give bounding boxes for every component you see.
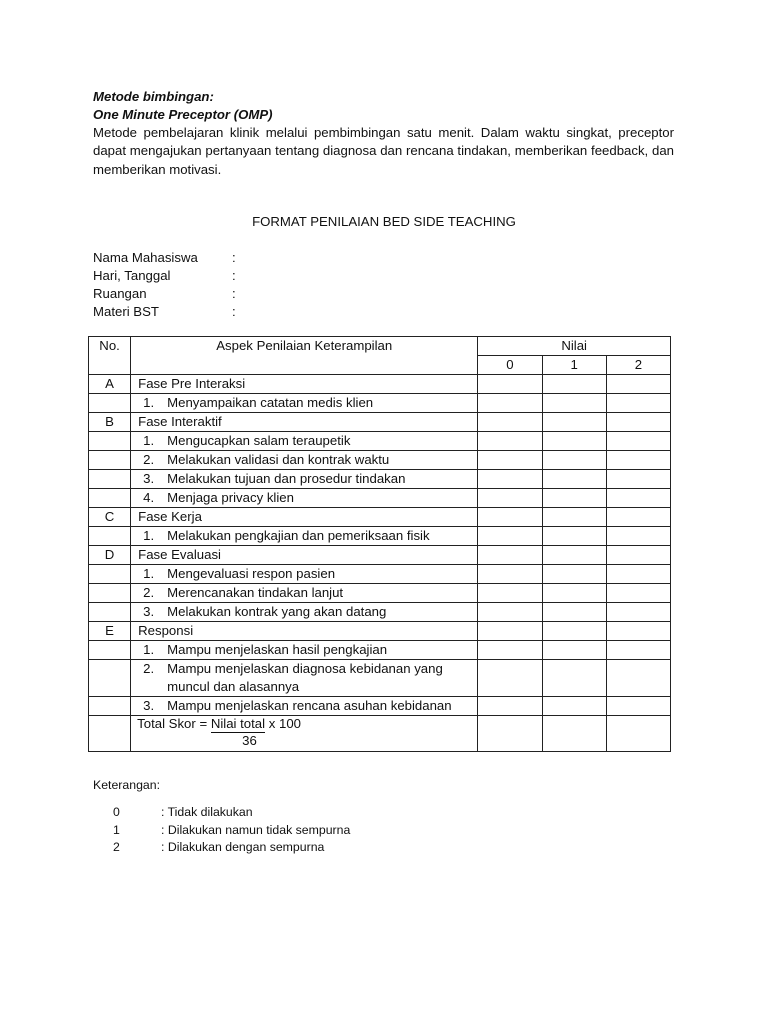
item-no-cell: [89, 565, 131, 584]
score-cell[interactable]: [606, 603, 670, 622]
section-row: [89, 546, 671, 565]
total-no-cell: [89, 716, 131, 752]
header-aspek: Aspek Penilaian Keterampilan: [131, 337, 478, 375]
item-text: Mampu menjelaskan rencana asuhan kebidanan: [167, 698, 452, 713]
identity-row: [93, 303, 236, 321]
legend-text: : Dilakukan dengan sempurna: [161, 840, 325, 855]
section-code: C: [89, 508, 131, 527]
item-row: [89, 451, 671, 470]
section-row: [89, 375, 671, 394]
section-title: Fase Evaluasi: [131, 546, 478, 565]
identity-label: Hari, Tanggal: [93, 267, 171, 283]
score-cell[interactable]: [542, 546, 606, 565]
total-multiplier: x 100: [265, 716, 301, 731]
item-no-cell: [89, 603, 131, 622]
score-cell[interactable]: [478, 603, 542, 622]
score-cell[interactable]: [542, 527, 606, 546]
score-cell[interactable]: [542, 451, 606, 470]
score-cell[interactable]: [606, 470, 670, 489]
score-cell[interactable]: [478, 697, 542, 716]
item-number: 3.: [143, 471, 155, 486]
item-number: 2.: [143, 661, 155, 676]
score-cell[interactable]: [478, 641, 542, 660]
score-cell[interactable]: [478, 622, 542, 641]
method-description: Metode pembelajaran klinik melalui pembimbingan satu menit. Dalam waktu singkat, preceptor dapat mengajukan pertanyaan tentang diagnosa dan rencana tindakan, memberikan feedback, dan memberikan motivasi.: [93, 125, 674, 177]
section-row: [89, 508, 671, 527]
total-formula-line: [137, 716, 477, 733]
item-text: Merencanakan tindakan lanjut: [167, 585, 344, 600]
item-text: Mengevaluasi respon pasien: [167, 566, 336, 581]
item-number: 1.: [143, 642, 155, 657]
assessment-table: [88, 336, 671, 752]
score-cell[interactable]: [606, 394, 670, 413]
score-cell[interactable]: [606, 660, 670, 697]
identity-label: Nama Mahasiswa: [93, 250, 198, 265]
score-cell[interactable]: [542, 697, 606, 716]
item-no-cell: [89, 584, 131, 603]
score-cell[interactable]: [606, 451, 670, 470]
item-row: [89, 565, 671, 584]
total-label: Total Skor =: [137, 716, 211, 731]
item-text: Melakukan kontrak yang akan datang: [167, 604, 387, 619]
item-cell: [131, 660, 478, 697]
item-number: 1.: [143, 433, 155, 448]
item-cell: [131, 394, 478, 413]
score-cell[interactable]: [542, 413, 606, 432]
section-code: D: [89, 546, 131, 565]
item-row: [89, 394, 671, 413]
legend-list: [113, 804, 350, 857]
score-cell[interactable]: [542, 489, 606, 508]
item-text: Menyampaikan catatan medis klien: [167, 395, 374, 410]
item-cell: [131, 641, 478, 660]
total-row: [89, 716, 671, 752]
score-cell[interactable]: [478, 527, 542, 546]
item-row: [89, 432, 671, 451]
score-cell[interactable]: [542, 641, 606, 660]
item-cell: [131, 451, 478, 470]
item-text: Menjaga privacy klien: [167, 490, 294, 505]
item-cell: [131, 489, 478, 508]
score-cell[interactable]: [606, 622, 670, 641]
item-cell: [131, 603, 478, 622]
identity-row: [93, 267, 236, 285]
identity-row: [93, 249, 236, 267]
score-cell[interactable]: [542, 432, 606, 451]
item-row: [89, 603, 671, 622]
score-cell[interactable]: [606, 565, 670, 584]
score-cell[interactable]: [606, 432, 670, 451]
item-number: 2.: [143, 585, 155, 600]
score-header-1: 1: [542, 356, 606, 375]
legend-code: 2: [113, 840, 120, 855]
score-cell[interactable]: [478, 451, 542, 470]
score-cell[interactable]: [478, 660, 542, 697]
item-no-cell: [89, 451, 131, 470]
score-cell[interactable]: [542, 584, 606, 603]
item-number: 1.: [143, 528, 155, 543]
section-row: [89, 413, 671, 432]
section-row: [89, 622, 671, 641]
legend-code: 0: [113, 805, 120, 819]
identity-colon: :: [232, 285, 236, 301]
item-cell: [131, 432, 478, 451]
legend-item: [113, 822, 350, 840]
score-cell[interactable]: [478, 489, 542, 508]
legend-title: Keterangan:: [93, 778, 161, 792]
item-cell: [131, 470, 478, 489]
identity-colon: :: [232, 303, 236, 319]
total-denominator: 36: [242, 733, 257, 748]
identity-colon: :: [232, 250, 236, 265]
legend-text: : Dilakukan namun tidak sempurna: [161, 822, 351, 837]
score-cell[interactable]: [606, 508, 670, 527]
score-cell[interactable]: [478, 470, 542, 489]
item-number: 2.: [143, 452, 155, 467]
item-no-cell: [89, 432, 131, 451]
item-cell: [131, 527, 478, 546]
section-code: E: [89, 622, 131, 641]
score-cell[interactable]: [606, 697, 670, 716]
item-text: Melakukan validasi dan kontrak waktu: [167, 452, 390, 467]
score-cell[interactable]: [606, 489, 670, 508]
item-cell: [131, 565, 478, 584]
identity-label: Ruangan: [93, 285, 147, 301]
item-number: 1.: [143, 395, 155, 410]
item-row: [89, 660, 671, 697]
item-row: [89, 584, 671, 603]
item-no-cell: [89, 489, 131, 508]
legend-item: [113, 804, 350, 822]
item-text: Melakukan pengkajian dan pemeriksaan fisik: [167, 528, 430, 543]
item-row: [89, 470, 671, 489]
score-cell[interactable]: [478, 394, 542, 413]
score-cell[interactable]: [542, 508, 606, 527]
section-title: Fase Pre Interaksi: [131, 375, 478, 394]
score-cell[interactable]: [606, 546, 670, 565]
score-cell[interactable]: [606, 641, 670, 660]
legend-text: : Tidak dilakukan: [161, 805, 253, 819]
score-cell[interactable]: [606, 584, 670, 603]
score-cell[interactable]: [542, 565, 606, 584]
score-cell[interactable]: [478, 565, 542, 584]
section-code: A: [89, 375, 131, 394]
item-number: 3.: [143, 698, 155, 713]
identity-label: Materi BST: [93, 303, 159, 319]
score-cell[interactable]: [606, 716, 670, 752]
item-text: Melakukan tujuan dan prosedur tindakan: [167, 471, 406, 486]
item-number: 4.: [143, 490, 155, 505]
item-text: Mampu menjelaskan hasil pengkajian: [167, 642, 388, 657]
score-cell[interactable]: [606, 413, 670, 432]
score-cell[interactable]: [478, 508, 542, 527]
score-cell[interactable]: [606, 527, 670, 546]
item-no-cell: [89, 470, 131, 489]
score-cell[interactable]: [478, 375, 542, 394]
item-cell: [131, 697, 478, 716]
score-cell[interactable]: [542, 603, 606, 622]
item-row: [89, 527, 671, 546]
legend-code: 1: [113, 822, 120, 837]
item-row: [89, 489, 671, 508]
section-title: Responsi: [131, 622, 478, 641]
total-formula: [131, 716, 478, 752]
score-cell[interactable]: [478, 584, 542, 603]
identity-row: [93, 285, 236, 303]
score-cell[interactable]: [542, 394, 606, 413]
identity-block: [93, 249, 236, 321]
item-no-cell: [89, 660, 131, 697]
item-no-cell: [89, 527, 131, 546]
score-cell[interactable]: [478, 432, 542, 451]
section-title: Fase Kerja: [131, 508, 478, 527]
score-cell[interactable]: [542, 375, 606, 394]
header-nilai: Nilai: [478, 337, 671, 356]
score-cell[interactable]: [542, 716, 606, 752]
total-numerator: Nilai total: [210, 716, 266, 731]
score-cell[interactable]: [542, 660, 606, 697]
header-no: No.: [89, 337, 131, 375]
item-row: [89, 641, 671, 660]
item-no-cell: [89, 641, 131, 660]
score-cell[interactable]: [542, 622, 606, 641]
omp-heading: One Minute Preceptor (OMP): [93, 107, 273, 122]
format-title: FORMAT PENILAIAN BED SIDE TEACHING: [252, 214, 516, 229]
score-header-0: 0: [478, 356, 542, 375]
score-cell[interactable]: [606, 375, 670, 394]
item-number: 3.: [143, 604, 155, 619]
item-text: Mengucapkan salam teraupetik: [167, 433, 351, 448]
item-cell: [131, 584, 478, 603]
score-cell[interactable]: [478, 716, 542, 752]
item-number: 1.: [143, 566, 155, 581]
section-code: B: [89, 413, 131, 432]
score-cell[interactable]: [478, 413, 542, 432]
legend-item: [113, 839, 350, 857]
identity-colon: :: [232, 267, 236, 283]
score-cell[interactable]: [542, 470, 606, 489]
section-title: Fase Interaktif: [131, 413, 478, 432]
item-text: Mampu menjelaskan diagnosa kebidanan yang muncul dan alasannya: [167, 661, 443, 694]
item-no-cell: [89, 697, 131, 716]
score-header-2: 2: [606, 356, 670, 375]
score-cell[interactable]: [478, 546, 542, 565]
method-heading: Metode bimbingan:: [93, 89, 214, 104]
item-row: [89, 697, 671, 716]
item-no-cell: [89, 394, 131, 413]
